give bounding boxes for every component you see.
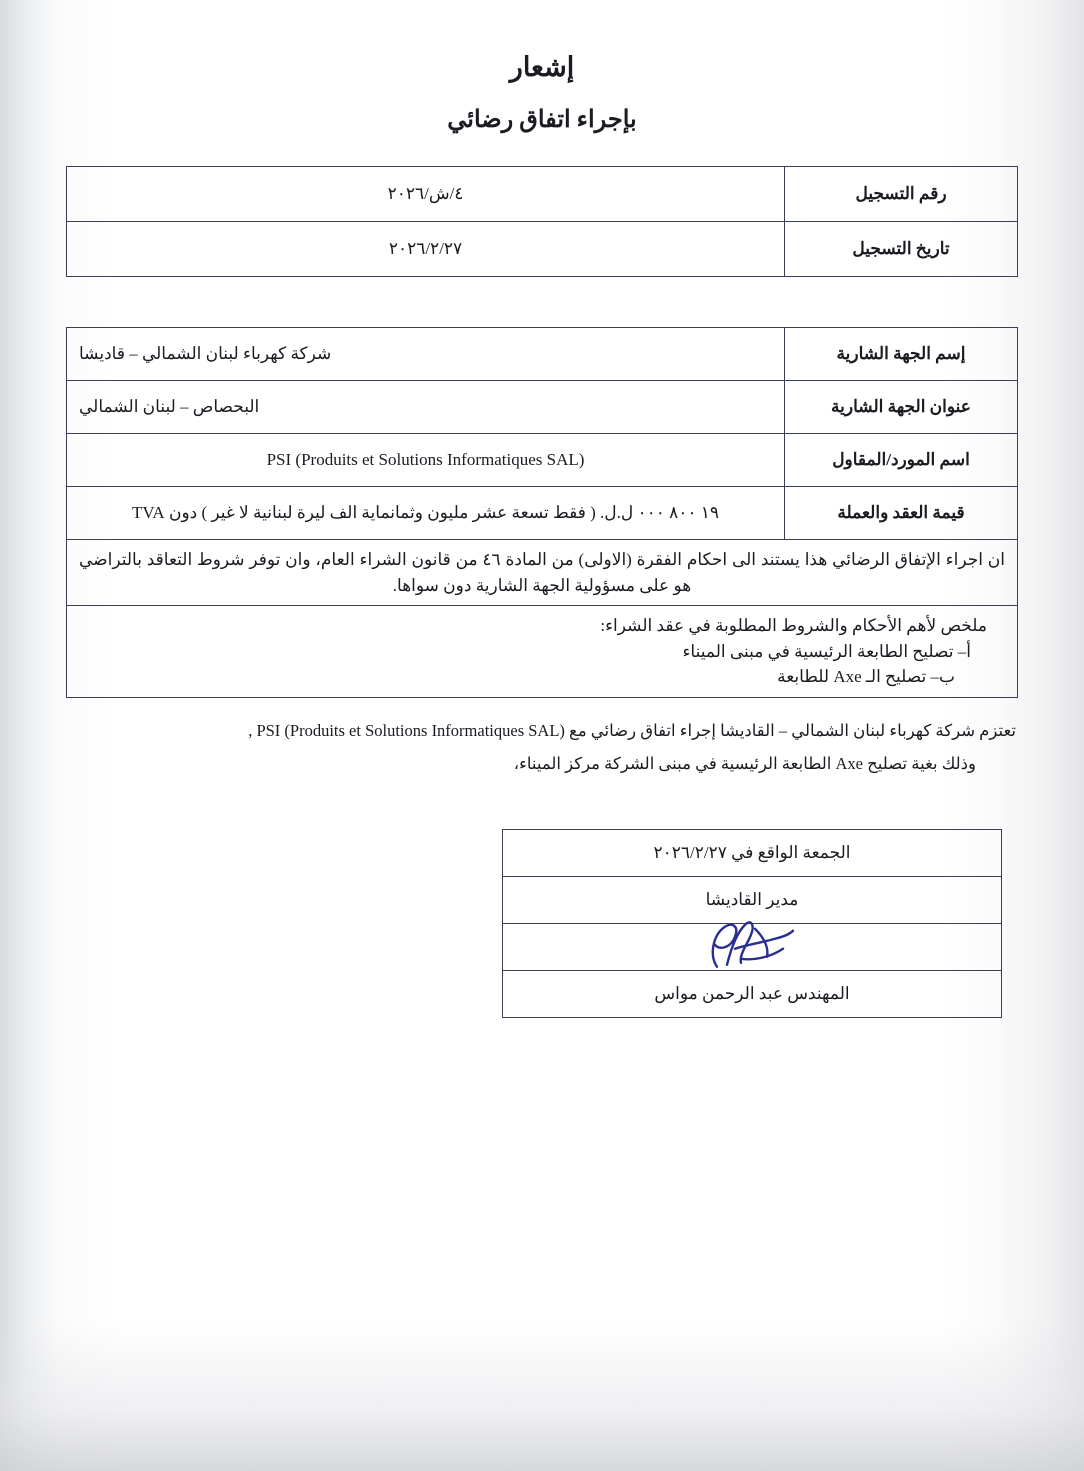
summary-item-a: أ– تصليح الطابعة الرئيسية في مبنى الميناء xyxy=(682,641,971,661)
buyer-address-value: البحصاص – لبنان الشمالي xyxy=(67,381,785,434)
legal-basis-line-2: هو على مسؤولية الجهة الشارية دون سواها. xyxy=(392,575,692,595)
table-row xyxy=(503,830,1002,877)
table-row xyxy=(503,924,1002,971)
summary-title: ملخص لأهم الأحكام والشروط المطلوبة في عقد الشراء: xyxy=(600,616,987,635)
contract-value-value: ١٩ ٨٠٠ ٠٠٠ ل.ل. ( فقط تسعة عشر مليون وثمانماية الف ليرة لبنانية لا غير ) دون TVA xyxy=(67,487,785,540)
page-title: إشعار xyxy=(509,52,575,82)
signature-role: مدير القاديشا xyxy=(503,877,1002,924)
page-subtitle: بإجراء اتفاق رضائي xyxy=(447,107,637,133)
buyer-name-value: شركة كهرباء لبنان الشمالي – قاديشا xyxy=(67,328,785,381)
registration-date-label: تاريخ التسجيل xyxy=(785,222,1018,277)
table-row xyxy=(67,381,1018,434)
table-row xyxy=(67,540,1018,606)
signature-area xyxy=(503,924,1002,971)
table-row xyxy=(67,487,1018,540)
legal-basis-paragraph xyxy=(67,540,1018,606)
supplier-name-value: PSI (Produits et Solutions Informatiques SAL) xyxy=(67,434,785,487)
registration-number-label: رقم التسجيل xyxy=(785,167,1018,222)
buyer-name-label: إسم الجهة الشارية xyxy=(785,328,1018,381)
buyer-address-label: عنوان الجهة الشارية xyxy=(785,381,1018,434)
table-row xyxy=(67,606,1018,698)
registration-table xyxy=(66,166,1018,277)
signature-icon xyxy=(697,915,807,977)
signature-name: المهندس عبد الرحمن مواس xyxy=(503,971,1002,1018)
table-row xyxy=(67,434,1018,487)
closing-line-1: تعتزم شركة كهرباء لبنان الشمالي – القاديشا إجراء اتفاق رضائي مع (PSI (Produits et Solutions Informatiques SAL , xyxy=(248,720,1016,740)
table-row xyxy=(67,167,1018,222)
signature-date: الجمعة الواقع في ٢٠٢٦/٢/٢٧ xyxy=(503,830,1002,877)
supplier-name-label: اسم المورد/المقاول xyxy=(785,434,1018,487)
closing-paragraph xyxy=(64,714,1020,782)
signature-table xyxy=(502,829,1002,1018)
contract-value-label: قيمة العقد والعملة xyxy=(785,487,1018,540)
summary-item-b: ب– تصليح الـ Axe للطابعة xyxy=(777,667,955,686)
registration-number-value: ٤/ش/٢٠٢٦ xyxy=(67,167,785,222)
table-row xyxy=(67,222,1018,277)
contract-info-table xyxy=(66,327,1018,698)
legal-basis-line-1: ان اجراء الإتفاق الرضائي هذا يستند الى احكام الفقرة (الاولى) من المادة ٤٦ من قانون الشراء العام، وان توفر شروط التعاقد بالتراضي xyxy=(79,550,1005,569)
summary-terms-cell xyxy=(67,606,1018,698)
table-row xyxy=(67,328,1018,381)
registration-date-value: ٢٠٢٦/٢/٢٧ xyxy=(67,222,785,277)
closing-line-2: وذلك بغية تصليح Axe الطابعة الرئيسية في مبنى الشركة مركز الميناء، xyxy=(513,754,976,774)
table-row xyxy=(503,971,1002,1018)
